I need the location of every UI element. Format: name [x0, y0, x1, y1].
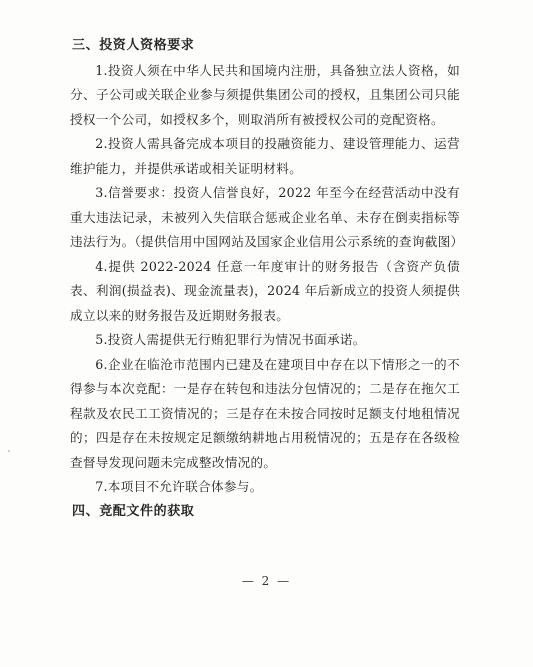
paragraph-registration: 1.投资人须在中华人民共和国境内注册，具备独立法人资格，如分、子公司或关联企业参与须提供集团公司的授权，且集团公司只能授权一个公司，如授权多个，则取消所有被授权公司的竞配资格。: [70, 62, 460, 127]
paragraph-capability: 2.投资人需具备完成本项目的投融资能力、建设管理能力、运营维护能力，并提供承诺或相关证明材料。: [70, 136, 460, 176]
paragraph-exclusion-conditions: 6.企业在临沧市范围内已建及在建项目中存在以下情形之一的不得参与本次竞配：一是存在转包和违法分包情况的；二是存在拖欠工程款及农民工工资情况的；三是存在未按合同按时足额支付地租情况的；四是存在未按规定足额缴纳耕地占用税情况的；五是存在各级检查督导发现问题未完成整改情况的。: [70, 356, 460, 470]
paragraph-financial-report: 4.提供 2022-2024 任意一年度审计的财务报告（含资产负债表、利润(损益表)、现金流量表)，2024 年后新成立的投资人须提供成立以来的财务报告及近期财务报表。: [70, 258, 460, 323]
scan-speck: [8, 450, 10, 452]
paragraph-bribery-commitment: 5.投资人需提供无行贿犯罪行为情况书面承诺。: [95, 332, 366, 347]
paragraph-credit: 3.信誉要求：投资人信誉良好，2022 年至今在经营活动中没有重大违法记录，未被列入失信联合惩戒企业名单、未存在倒卖指标等违法行为。（提供信用中国网站及国家企业信用公示系统的查询截图）: [70, 185, 464, 249]
paragraph-no-consortium: 7.本项目不允许联合体参与。: [95, 479, 263, 494]
section-heading-document-acquisition: 四、竞配文件的获取: [72, 503, 195, 519]
page-number: — 2 —: [241, 574, 292, 588]
document-body: [70, 34, 464, 524]
section-heading-qualification: 三、投资人资格要求: [72, 38, 195, 53]
